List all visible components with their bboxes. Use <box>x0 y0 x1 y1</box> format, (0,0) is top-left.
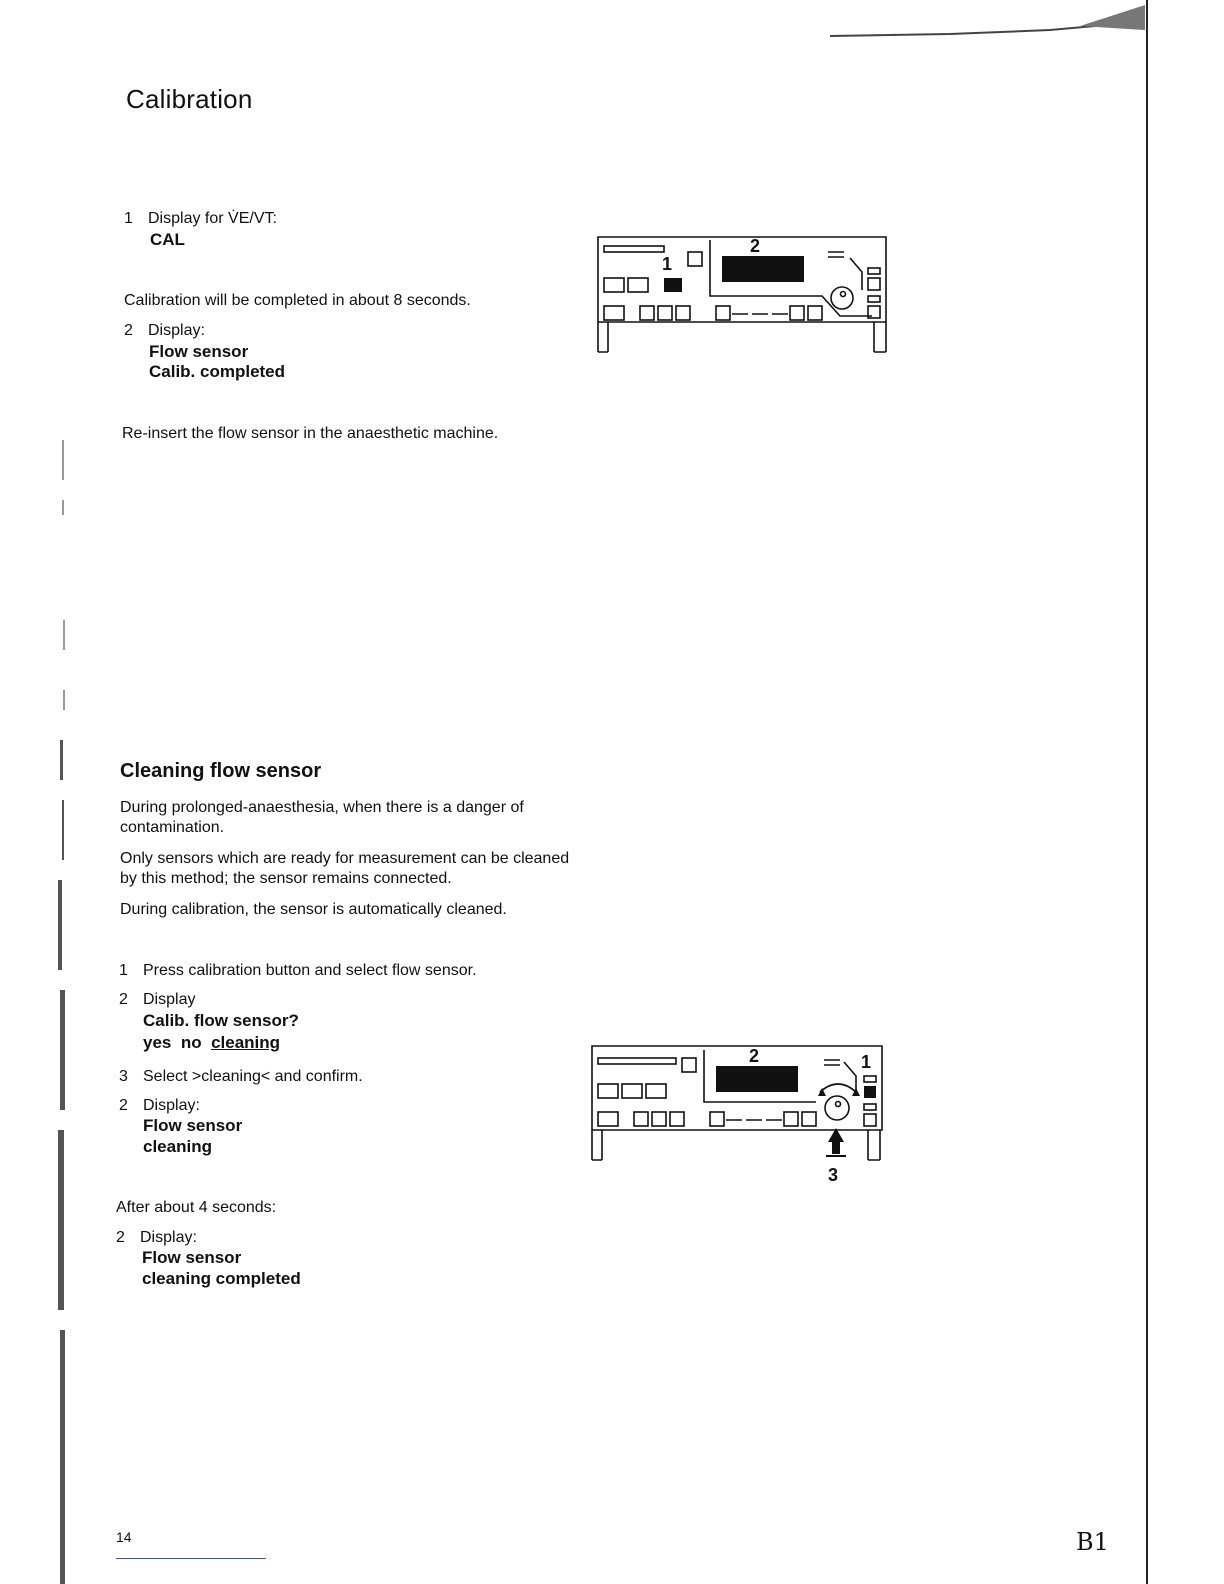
section-heading: Cleaning flow sensor <box>120 760 322 782</box>
figure-label-2: 2 <box>749 1046 760 1066</box>
step-number: 1 <box>124 210 133 227</box>
monitor-device-figure-2 <box>586 1040 896 1190</box>
cleaning-step-1 <box>119 961 477 981</box>
display-prompt-line-1: Calib. flow sensor? <box>143 1011 299 1030</box>
calib-step-1 <box>124 209 277 229</box>
cleaning-para-2: Only sensors which are ready for measurement can be cleaned by this method; the sensor remains connected. <box>120 850 570 887</box>
scan-edge-noise <box>0 0 70 1584</box>
display-final-line-2: cleaning completed <box>142 1269 301 1288</box>
footer-rule <box>116 1558 266 1559</box>
display-cleaning-line-2: cleaning <box>143 1137 212 1156</box>
cleaning-step-3 <box>119 1067 363 1087</box>
cleaning-step-4 <box>119 1096 200 1116</box>
step-number: 2 <box>116 1229 125 1246</box>
step-label: Display: <box>148 322 205 339</box>
step-number: 2 <box>124 322 133 339</box>
option-cleaning: cleaning <box>211 1033 281 1052</box>
step-text: Display <box>143 991 196 1008</box>
step-number: 2 <box>119 991 128 1008</box>
step-text: Press calibration button and select flow sensor. <box>143 962 477 979</box>
display-final-line-1: Flow sensor <box>142 1248 242 1267</box>
page-edge-rule <box>1146 0 1148 1584</box>
cleaning-para-3: During calibration, the sensor is automatically cleaned. <box>120 901 507 918</box>
step-label: Display for V̇E/VT: <box>148 210 277 227</box>
step-number: 1 <box>119 962 128 979</box>
page-number: 14 <box>116 1529 132 1545</box>
cleaning-step-2 <box>119 990 195 1010</box>
step-label: Display: <box>140 1229 197 1246</box>
reinsert-note: Re-insert the flow sensor in the anaesthetic machine. <box>122 425 499 442</box>
step-text: Display: <box>143 1097 200 1114</box>
monitor-device-figure-1 <box>592 232 892 357</box>
step-number: 3 <box>119 1068 128 1085</box>
figure-label-3: 3 <box>828 1165 839 1185</box>
calib-step-2 <box>124 321 205 341</box>
option-no: no <box>180 1033 202 1052</box>
final-step <box>116 1228 197 1248</box>
figure-label-2: 2 <box>750 236 761 256</box>
option-yes: yes <box>143 1033 172 1052</box>
display-line-1: Flow sensor <box>149 342 249 361</box>
display-line-2: Calib. completed <box>149 362 286 381</box>
step-text: Select >cleaning< and confirm. <box>143 1068 363 1085</box>
figure-label-1: 1 <box>861 1052 872 1072</box>
display-prompt-options <box>143 1033 280 1053</box>
cleaning-para-1: During prolonged-anaesthesia, when there is a danger of contamination. <box>120 799 524 836</box>
display-cleaning-line-1: Flow sensor <box>143 1116 243 1135</box>
figure-label-1: 1 <box>662 254 673 274</box>
corner-mark: B1 <box>1076 1528 1109 1556</box>
scan-top-noise <box>800 0 1150 40</box>
step-number: 2 <box>119 1097 128 1114</box>
after-note: After about 4 seconds: <box>116 1199 277 1216</box>
calib-completion-note: Calibration will be completed in about 8 seconds. <box>124 292 471 309</box>
display-cal-value: CAL <box>150 230 185 249</box>
page-title: Calibration <box>126 84 253 114</box>
